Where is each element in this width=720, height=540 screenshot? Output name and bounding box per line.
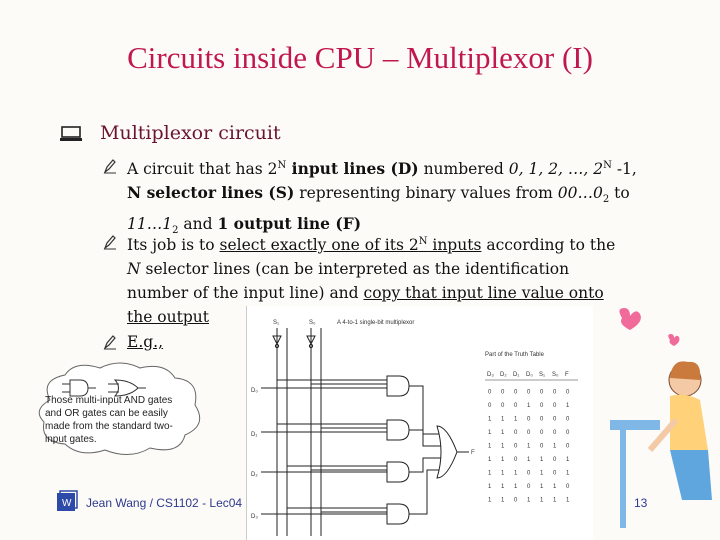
cloud-text: Those multi-input AND gates and OR gates can be easily made from the standard two-input gates. xyxy=(45,395,173,445)
truth-table-cell: 1 xyxy=(553,484,557,490)
truth-table-cell: 1 xyxy=(566,457,570,463)
and-gate-0 xyxy=(387,376,409,396)
truth-table-cell: 1 xyxy=(501,416,505,423)
truth-table-cell: 1 xyxy=(553,443,557,450)
truth-table xyxy=(485,372,578,504)
truth-table-cell: 0 xyxy=(514,430,518,436)
truth-table-cell: 1 xyxy=(553,497,557,504)
truth-table-cell: 1 xyxy=(527,457,531,463)
or-gate xyxy=(437,426,457,478)
truth-table-cell: 0 xyxy=(527,484,531,490)
truth-table-cell: 1 xyxy=(540,484,544,490)
truth-table-cell: 1 xyxy=(488,470,492,477)
truth-table-cell: 0 xyxy=(553,389,557,396)
multiplexor-diagram xyxy=(247,306,593,540)
truth-table-cell: 1 xyxy=(514,470,518,477)
truth-table-cell: 0 xyxy=(553,430,557,436)
truth-table-header: S₁ xyxy=(539,372,546,378)
truth-table-cell: 1 xyxy=(514,484,518,490)
truth-table-cell: 0 xyxy=(566,443,570,450)
truth-table-cell: 1 xyxy=(501,430,505,436)
computer-icon xyxy=(60,126,82,142)
truth-table-cell: 0 xyxy=(553,457,557,463)
truth-table-cell: 0 xyxy=(566,416,570,423)
truth-table-cell: 1 xyxy=(514,416,518,423)
truth-table-cell: 1 xyxy=(566,470,570,477)
truth-table-header: D₃ xyxy=(487,372,494,378)
truth-table-cell: 1 xyxy=(501,443,505,450)
truth-table-cell: 0 xyxy=(514,457,518,463)
truth-table-cell: 1 xyxy=(488,443,492,450)
sub1-line3: $11\dots 1_2$ and 1 output line (F) xyxy=(127,214,362,237)
pencil-icon xyxy=(103,234,117,250)
sub3-line1: E.g., xyxy=(127,333,164,351)
truth-table-cell: 0 xyxy=(527,416,531,423)
input-label-d0: D₀ xyxy=(251,388,258,394)
truth-table-header: D₁ xyxy=(513,372,520,378)
truth-table-cell: 0 xyxy=(566,430,570,436)
circuit-caption: A 4-to-1 single-bit multiplexor xyxy=(337,320,415,326)
truth-table-cell: 1 xyxy=(501,497,505,504)
pencil-icon xyxy=(103,334,117,350)
truth-table-header: D₂ xyxy=(500,372,507,378)
sub2-line2: N selector lines (can be interpreted as the identification xyxy=(127,260,570,279)
truth-table-cell: 0 xyxy=(514,443,518,450)
input-label-d2: D₂ xyxy=(251,472,258,478)
truth-table-cell: 0 xyxy=(540,430,544,436)
truth-table-cell: 1 xyxy=(488,430,492,436)
truth-table-cell: 0 xyxy=(501,389,505,396)
truth-table-cell: 0 xyxy=(527,470,531,477)
truth-table-cell: 0 xyxy=(540,443,544,450)
sub1-line2: N selector lines (S) representing binary values from $00\dots 0_2$ to xyxy=(127,183,630,206)
truth-table-cell: 0 xyxy=(540,416,544,423)
page-number: 13 xyxy=(634,496,648,510)
truth-table-cell: 1 xyxy=(501,484,505,490)
truth-table-header: F xyxy=(565,372,569,378)
truth-table-cell: 1 xyxy=(566,497,570,504)
svg-text:W: W xyxy=(62,498,72,509)
truth-table-cell: 0 xyxy=(540,403,544,409)
truth-table-cell: 1 xyxy=(501,470,505,477)
footer-text: Jean Wang / CS1102 - Lec04 xyxy=(86,496,243,510)
sub2-line4: the output xyxy=(127,308,209,327)
truth-table-cell: 1 xyxy=(540,497,544,504)
truth-table-cell: 0 xyxy=(488,403,492,409)
truth-table-cell: 0 xyxy=(488,389,492,396)
multiplexor-figure xyxy=(246,306,593,540)
truth-table-header: S₀ xyxy=(552,372,559,378)
and-gates xyxy=(261,376,469,524)
truth-table-cell: 0 xyxy=(553,470,557,477)
truth-table-cell: 0 xyxy=(514,497,518,504)
input-label-d1: D₁ xyxy=(251,432,258,438)
selector-label-s0: S₀ xyxy=(309,320,316,326)
sub2-line3: number of the input line) and copy that input line value onto xyxy=(127,284,604,303)
input-label-d3: D₃ xyxy=(251,514,258,520)
truth-table-cell: 0 xyxy=(514,403,518,409)
truth-table-cell: 0 xyxy=(566,484,570,490)
and-gate-1 xyxy=(387,420,409,440)
truth-table-cell: 1 xyxy=(540,457,544,463)
truth-table-cell: 1 xyxy=(527,443,531,450)
truth-table-cell: 1 xyxy=(540,470,544,477)
truth-table-cell: 0 xyxy=(553,403,557,409)
truth-table-cell: 0 xyxy=(501,403,505,409)
truth-table-cell: 0 xyxy=(527,430,531,436)
and-gate-3 xyxy=(387,504,409,524)
output-label: F xyxy=(471,450,475,456)
sub2-line1: Its job is to select exactly one of its $2^N$ inputs according to the xyxy=(127,236,616,255)
truth-table-cell: 1 xyxy=(501,457,505,463)
sub1-line1: A circuit that has $2^N$ input lines (D) numbered 0, 1, 2, …, $2^N$ -1, xyxy=(127,159,637,179)
and-gate-2 xyxy=(387,462,409,482)
selector-label-s1: S₁ xyxy=(273,320,280,326)
truth-table-caption: Part of the Truth Table xyxy=(485,352,544,358)
truth-table-cell: 1 xyxy=(527,403,531,409)
university-logo xyxy=(56,490,78,512)
pencil-icon xyxy=(103,158,117,174)
truth-table-cell: 1 xyxy=(488,416,492,423)
truth-table-cell: 1 xyxy=(488,457,492,463)
truth-table-cell: 0 xyxy=(527,389,531,396)
truth-table-header: D₀ xyxy=(526,372,533,378)
bullet-text: Multiplexor circuit xyxy=(100,122,281,144)
person-at-computer-clipart xyxy=(590,300,720,540)
truth-table-cell: 1 xyxy=(488,484,492,490)
truth-table-cell: 1 xyxy=(488,497,492,504)
truth-table-cell: 0 xyxy=(566,389,570,396)
truth-table-cell: 0 xyxy=(514,389,518,396)
slide-title: Circuits inside CPU – Multiplexor (I) xyxy=(127,40,593,75)
truth-table-cell: 0 xyxy=(553,416,557,423)
truth-table-cell: 1 xyxy=(566,403,570,409)
truth-table-cell: 1 xyxy=(527,497,531,504)
truth-table-cell: 0 xyxy=(540,389,544,396)
